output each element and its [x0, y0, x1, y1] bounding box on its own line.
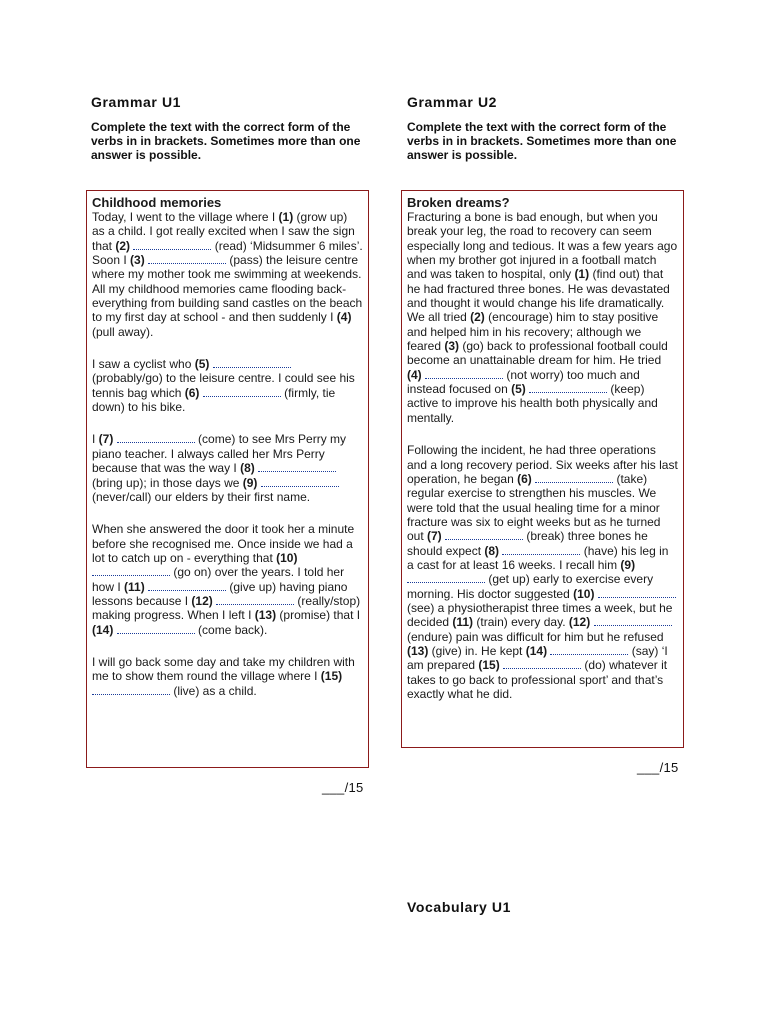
- answer-blank[interactable]: [445, 530, 523, 540]
- exercise-text: [92, 210, 363, 698]
- paragraph: I saw a cyclist who (5) (probably/go) to the leisure centre. I could see his tennis bag which (6) (firmly, tie down) to his bike.: [92, 357, 355, 415]
- gap-number: (11): [124, 579, 145, 594]
- paragraph: I will go back some day and take my children with me to show them round the village where I (15) (live) as a child.: [92, 654, 355, 698]
- gap-number: (2): [470, 310, 485, 325]
- score: ___/15: [637, 760, 679, 775]
- gap-number: (2): [115, 238, 131, 253]
- gap-number: (4): [407, 367, 422, 382]
- gap-number: (14): [525, 643, 548, 658]
- gap-number: (5): [194, 357, 210, 372]
- exercise-box-childhood-memories: [86, 190, 369, 768]
- exercise-text: [407, 210, 678, 701]
- gap-number: (3): [444, 339, 460, 354]
- gap-number: (13): [254, 608, 277, 623]
- gap-number: (1): [278, 210, 294, 224]
- paragraph: I (7) (come) to see Mrs Perry my piano teacher. I always called her Mrs Perry because that was the way I (8) (bring up); in those days we (9) (never/call) our elders by their first name.: [92, 432, 347, 504]
- section-heading: Grammar U1: [91, 94, 182, 110]
- answer-blank[interactable]: [550, 645, 628, 655]
- answer-blank[interactable]: [594, 616, 672, 626]
- gap-number: (8): [484, 543, 500, 558]
- exercise-box-broken-dreams: [401, 190, 684, 748]
- answer-blank[interactable]: [407, 573, 485, 583]
- gap-number: (7): [427, 529, 442, 544]
- gap-number: (12): [568, 615, 591, 630]
- grammar-u2-section: [407, 94, 679, 162]
- section-heading: Vocabulary U1: [407, 899, 512, 915]
- instructions: Complete the text with the correct form of the verbs in in brackets. Sometimes more than one answer is possible.: [91, 120, 361, 162]
- answer-blank[interactable]: [148, 581, 226, 591]
- answer-blank[interactable]: [92, 685, 170, 695]
- paragraph: Following the incident, he had three operations and a long recovery period. Six weeks after his last operation, he began (6) (take) regular exercise to strengthen his muscles. We were told that the usual healing time for a minor fracture was six to eight weeks but as he turned out (7) (break) three bones he should expect (8) (have) his leg in a cast for at least 16 weeks. I recall him (9) (get up) early to exercise every morning. His doctor suggested (10) (see) a physiotherapist three times a week, but he decided (11) (train) every day. (12) (endure) pain was difficult for him but he refused (13) (give) in. He kept (14) (say) ‘I am prepared (15) (do) whatever it takes to go back to professional sport’ and that’s exactly what he did.: [407, 443, 678, 701]
- answer-blank[interactable]: [92, 566, 170, 576]
- grammar-u1-section: [91, 94, 363, 162]
- gap-number: (7): [98, 432, 114, 447]
- gap-number: (6): [184, 385, 200, 400]
- answer-blank[interactable]: [502, 545, 580, 555]
- gap-number: (8): [240, 461, 255, 476]
- paragraph: Today, I went to the village where I (1) (grow up) as a child. I got really excited when I saw the sign that (2) (read) ‘Midsummer 6 miles’. Soon I (3) (pass) the leisure centre where my mother took me swimming at weekends. All my childhood memories came flooding back- everything from building sand castles on the beach to my first day at school - and then suddenly I (4) (pull away).: [92, 210, 363, 339]
- gap-number: (10): [276, 550, 298, 565]
- gap-number: (4): [336, 310, 352, 325]
- answer-blank[interactable]: [425, 369, 503, 379]
- instructions: Complete the text with the correct form of the verbs in in brackets. Sometimes more than one answer is possible.: [407, 120, 677, 162]
- gap-number: (12): [191, 593, 213, 608]
- answer-blank[interactable]: [213, 358, 291, 368]
- box-title: Broken dreams?: [407, 195, 510, 210]
- answer-blank[interactable]: [216, 595, 294, 605]
- gap-number: (10): [573, 586, 595, 601]
- answer-blank[interactable]: [117, 433, 195, 443]
- gap-number: (9): [620, 557, 636, 572]
- answer-blank[interactable]: [598, 588, 676, 598]
- gap-number: (5): [511, 382, 526, 397]
- gap-number: (1): [574, 267, 590, 282]
- answer-blank[interactable]: [117, 624, 195, 634]
- gap-number: (3): [130, 253, 145, 268]
- paragraph: When she answered the door it took her a minute before she recognised me. Once inside we had a lot to catch up on - everything that (10) (go on) over the years. I told her how I (11) (give up) having piano lessons because I (12) (really/stop) making progress. When I left I (13) (promise) that I (14) (come back).: [92, 522, 361, 637]
- box-title: Childhood memories: [92, 195, 222, 210]
- answer-blank[interactable]: [261, 477, 339, 487]
- answer-blank[interactable]: [203, 387, 281, 397]
- gap-number: (15): [320, 669, 343, 684]
- paragraph: Fracturing a bone is bad enough, but when you break your leg, the road to recovery can seem especially long and tedious. It was a few years ago when my brother got injured in a football match and was taken to hospital, only (1) (find out) that he had fractured three bones. He was devastated and thought it would change his life dramatically. We all tried (2) (encourage) him to stay positive and helped him in his recovery; although we feared (3) (go) back to professional football could become an unattainable dream for him. He tried (4) (not worry) too much and instead focused on (5) (keep) active to improve his health both physically and mentally.: [407, 210, 678, 425]
- gap-number: (14): [92, 622, 114, 637]
- answer-blank[interactable]: [148, 254, 226, 264]
- answer-blank[interactable]: [535, 473, 613, 483]
- answer-blank[interactable]: [133, 240, 211, 250]
- vocabulary-u1-section: [407, 899, 511, 915]
- answer-blank[interactable]: [258, 462, 336, 472]
- answer-blank[interactable]: [529, 383, 607, 393]
- section-heading: Grammar U2: [407, 94, 498, 110]
- gap-number: (6): [517, 471, 532, 486]
- answer-blank[interactable]: [503, 659, 581, 669]
- gap-number: (11): [452, 615, 474, 630]
- gap-number: (13): [407, 643, 429, 658]
- score: ___/15: [322, 780, 364, 795]
- gap-number: (9): [242, 475, 258, 490]
- gap-number: (15): [478, 658, 500, 673]
